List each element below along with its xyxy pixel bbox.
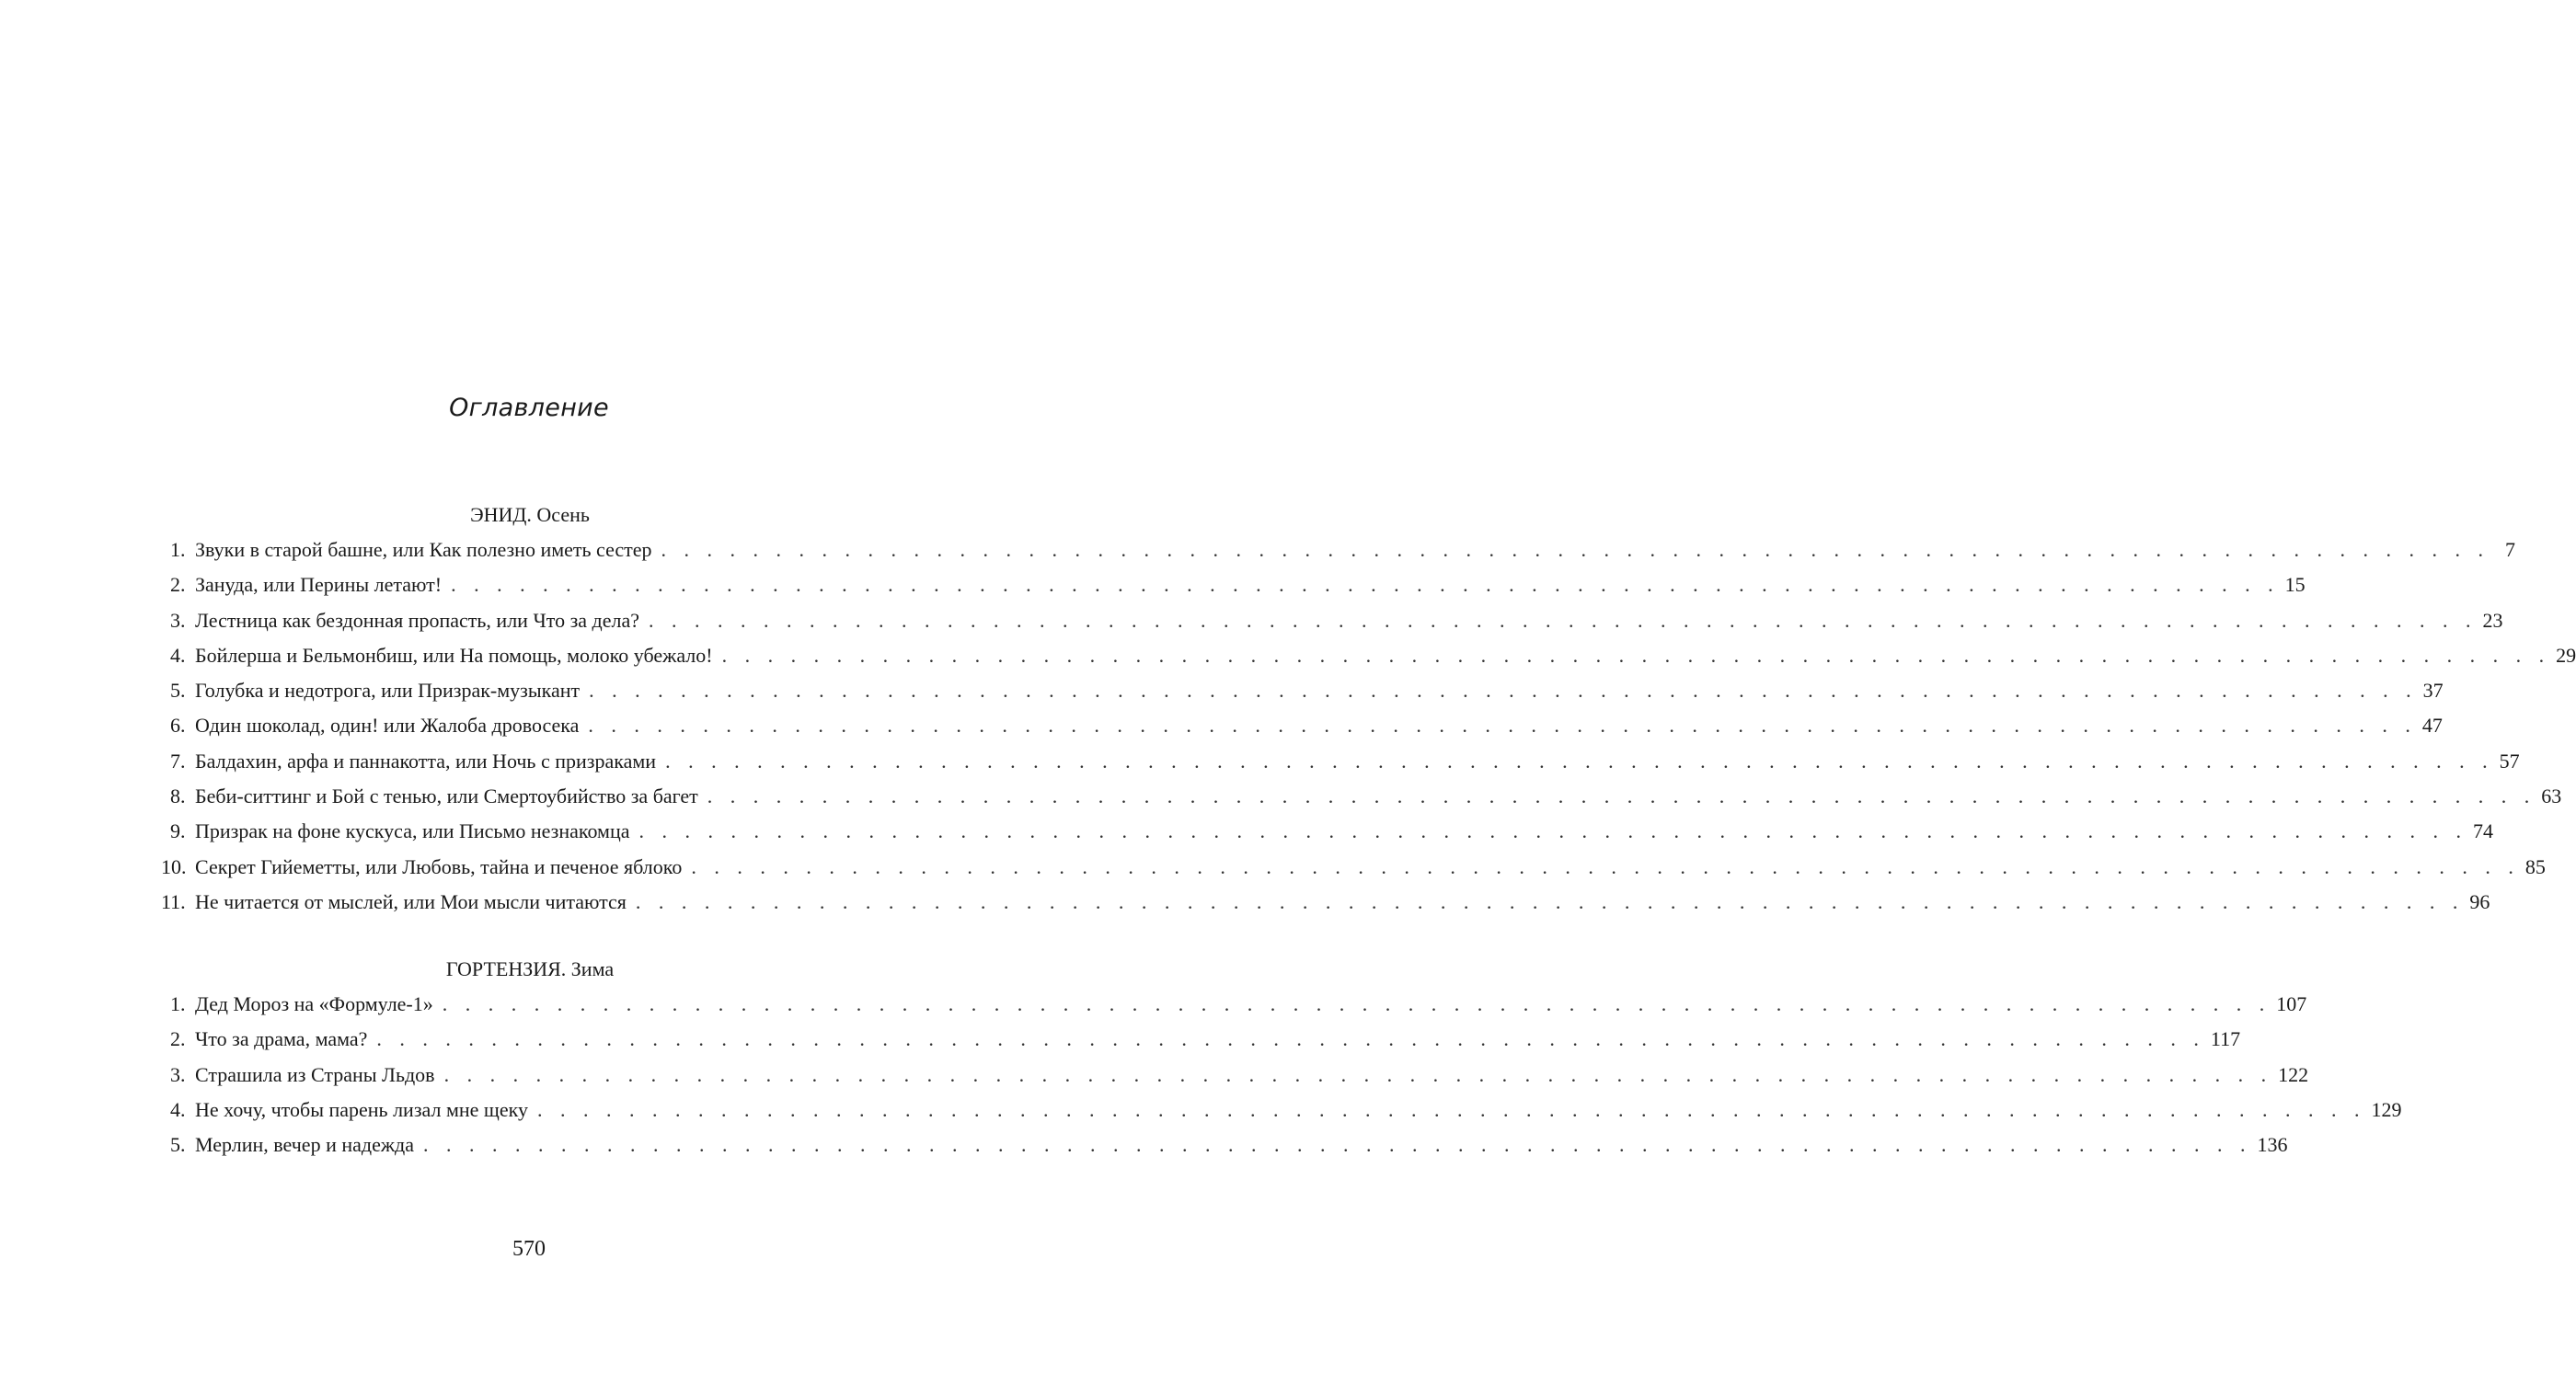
entry-title: Мерлин, вечер и надежда — [195, 1133, 415, 1157]
dot-leader: . . . . . . . . . . . . . . . . . . . . . . . . . . . . . . . . . . . . . . . . . . . . . . . . . . . . . . . . . . . . . . . . . . . . . . . . . . . . . . . . — [451, 573, 2280, 597]
entry-number: 1. — [170, 538, 186, 561]
entry-number: 6. — [170, 714, 186, 738]
entry-title: Звуки в старой башне, или Как полезно иметь сестер — [195, 538, 652, 561]
toc-heading: Оглавление — [449, 394, 609, 422]
entry-list — [170, 987, 2402, 1162]
entry-title: Лестница как бездонная пропасть, или Что за дела? — [195, 608, 640, 632]
entry-page-number: 136 — [2257, 1133, 2288, 1157]
entry-number: 2. — [170, 573, 186, 597]
entry-page-number: 57 — [2499, 749, 2520, 773]
entry-title: Не хочу, чтобы парень лизал мне щеку — [195, 1097, 529, 1121]
toc-section-enid — [161, 498, 2576, 920]
entry-title: Дед Мороз на «Формуле-1» — [195, 992, 433, 1015]
entry-number: 2. — [170, 1027, 186, 1051]
entry-title: Голубка и недотрога, или Призрак-музыкант — [195, 679, 581, 703]
dot-leader: . . . . . . . . . . . . . . . . . . . . . . . . . . . . . . . . . . . . . . . . . . . . . . . . . . . . . . . . . . . . . . . . . . . . . . . . . . . . . . . . — [443, 1062, 2273, 1086]
entry-page-number: 122 — [2278, 1062, 2309, 1086]
entry-title: Бойлерша и Бельмонбиш, или На помощь, молоко убежало! — [195, 643, 713, 667]
entry-title: Призрак на фоне кускуса, или Письмо незнакомца — [195, 819, 630, 843]
entry-title: Беби-ситтинг и Бой с тенью, или Смертоубийство за багет — [195, 784, 698, 808]
entry-title: Что за драма, мама? — [195, 1027, 368, 1051]
entry-page-number: 15 — [2284, 573, 2306, 597]
entry-page-number: 63 — [2541, 784, 2562, 808]
entry-number: 5. — [170, 679, 186, 703]
entry-page-number: 96 — [2469, 889, 2490, 913]
entry-number: 10. — [161, 854, 187, 878]
entry-number: 1. — [170, 992, 186, 1015]
dot-leader: . . . . . . . . . . . . . . . . . . . . . . . . . . . . . . . . . . . . . . . . . . . . . . . . . . . . . . . . . . . . . . . . . . . . . . . . . . . . . . . . — [665, 749, 2494, 773]
toc-entry — [170, 814, 2494, 849]
entry-number: 5. — [170, 1133, 186, 1157]
toc-entry — [170, 1128, 2288, 1162]
entry-list — [161, 532, 2576, 920]
dot-leader: . . . . . . . . . . . . . . . . . . . . . . . . . . . . . . . . . . . . . . . . . . . . . . . . . . . . . . . . . . . . . . . . . . . . . . . . . . . . . . . . — [661, 538, 2490, 561]
dot-leader: . . . . . . . . . . . . . . . . . . . . . . . . . . . . . . . . . . . . . . . . . . . . . . . . . . . . . . . . . . . . . . . . . . . . . . . . . . . . . . . . — [423, 1133, 2252, 1157]
toc-entry — [170, 1093, 2402, 1128]
toc-entry — [161, 885, 2490, 920]
dot-leader: . . . . . . . . . . . . . . . . . . . . . . . . . . . . . . . . . . . . . . . . . . . . . . . . . . . . . . . . . . . . . . . . . . . . . . . . . . . . . . . . — [707, 784, 2536, 808]
entry-page-number: 29 — [2556, 643, 2576, 667]
toc-entry — [170, 1058, 2309, 1093]
page-number: 570 — [512, 1237, 546, 1261]
entry-number: 4. — [170, 1097, 186, 1121]
entry-page-number: 47 — [2421, 714, 2443, 738]
toc-entry — [170, 987, 2307, 1022]
entry-number: 9. — [170, 819, 186, 843]
entry-page-number: 37 — [2422, 679, 2444, 703]
dot-leader: . . . . . . . . . . . . . . . . . . . . . . . . . . . . . . . . . . . . . . . . . . . . . . . . . . . . . . . . . . . . . . . . . . . . . . . . . . . . . . . . — [649, 608, 2478, 632]
dot-leader: . . . . . . . . . . . . . . . . . . . . . . . . . . . . . . . . . . . . . . . . . . . . . . . . . . . . . . . . . . . . . . . . . . . . . . . . . . . . . . . . — [588, 714, 2417, 738]
entry-page-number: 117 — [2210, 1027, 2241, 1051]
entry-number: 3. — [170, 608, 186, 632]
toc-entry — [170, 708, 2443, 743]
dot-leader: . . . . . . . . . . . . . . . . . . . . . . . . . . . . . . . . . . . . . . . . . . . . . . . . . . . . . . . . . . . . . . . . . . . . . . . . . . . . . . . . — [691, 854, 2520, 878]
toc-section-hortense — [170, 952, 2402, 1162]
dot-leader: . . . . . . . . . . . . . . . . . . . . . . . . . . . . . . . . . . . . . . . . . . . . . . . . . . . . . . . . . . . . . . . . . . . . . . . . . . . . . . . . — [589, 679, 2418, 703]
dot-leader: . . . . . . . . . . . . . . . . . . . . . . . . . . . . . . . . . . . . . . . . . . . . . . . . . . . . . . . . . . . . . . . . . . . . . . . . . . . . . . . . — [442, 992, 2271, 1015]
entry-page-number: 129 — [2371, 1097, 2402, 1121]
entry-number: 7. — [170, 749, 186, 773]
entry-title: Страшила из Страны Льдов — [195, 1062, 435, 1086]
toc-entry — [170, 779, 2562, 814]
toc-entry — [170, 567, 2306, 602]
section-heading: ЭНИД. Осень — [470, 503, 590, 526]
dot-leader: . . . . . . . . . . . . . . . . . . . . . . . . . . . . . . . . . . . . . . . . . . . . . . . . . . . . . . . . . . . . . . . . . . . . . . . . . . . . . . . . — [721, 643, 2551, 667]
dot-leader: . . . . . . . . . . . . . . . . . . . . . . . . . . . . . . . . . . . . . . . . . . . . . . . . . . . . . . . . . . . . . . . . . . . . . . . . . . . . . . . . — [638, 819, 2468, 843]
entry-title: Не читается от мыслей, или Мои мысли читаются — [195, 889, 627, 913]
dot-leader: . . . . . . . . . . . . . . . . . . . . . . . . . . . . . . . . . . . . . . . . . . . . . . . . . . . . . . . . . . . . . . . . . . . . . . . . . . . . . . . . — [376, 1027, 2205, 1051]
entry-page-number: 85 — [2524, 854, 2546, 878]
toc-entry — [170, 532, 2516, 567]
toc-entry — [161, 850, 2546, 885]
dot-leader: . . . . . . . . . . . . . . . . . . . . . . . . . . . . . . . . . . . . . . . . . . . . . . . . . . . . . . . . . . . . . . . . . . . . . . . . . . . . . . . . — [635, 889, 2465, 913]
toc-entry — [170, 638, 2576, 673]
entry-title: Зануда, или Перины летают! — [195, 573, 443, 597]
entry-page-number: 7 — [2505, 538, 2516, 561]
toc-entry — [170, 603, 2503, 638]
dot-leader: . . . . . . . . . . . . . . . . . . . . . . . . . . . . . . . . . . . . . . . . . . . . . . . . . . . . . . . . . . . . . . . . . . . . . . . . . . . . . . . . — [537, 1097, 2366, 1121]
entry-title: Один шоколад, один! или Жалоба дровосека — [195, 714, 580, 738]
entry-number: 8. — [170, 784, 186, 808]
entry-page-number: 107 — [2276, 992, 2307, 1015]
entry-title: Балдахин, арфа и паннакотта, или Ночь с призраками — [195, 749, 657, 773]
entry-number: 11. — [161, 889, 186, 913]
entry-page-number: 23 — [2482, 608, 2503, 632]
entry-number: 3. — [170, 1062, 186, 1086]
entry-page-number: 74 — [2473, 819, 2494, 843]
entry-number: 4. — [170, 643, 186, 667]
toc-entry — [170, 744, 2520, 779]
toc-entry — [170, 1022, 2241, 1057]
entry-title: Секрет Гийеметты, или Любовь, тайна и печеное яблоко — [195, 854, 683, 878]
toc-entry — [170, 673, 2444, 708]
section-heading: ГОРТЕНЗИЯ. Зима — [445, 957, 615, 980]
